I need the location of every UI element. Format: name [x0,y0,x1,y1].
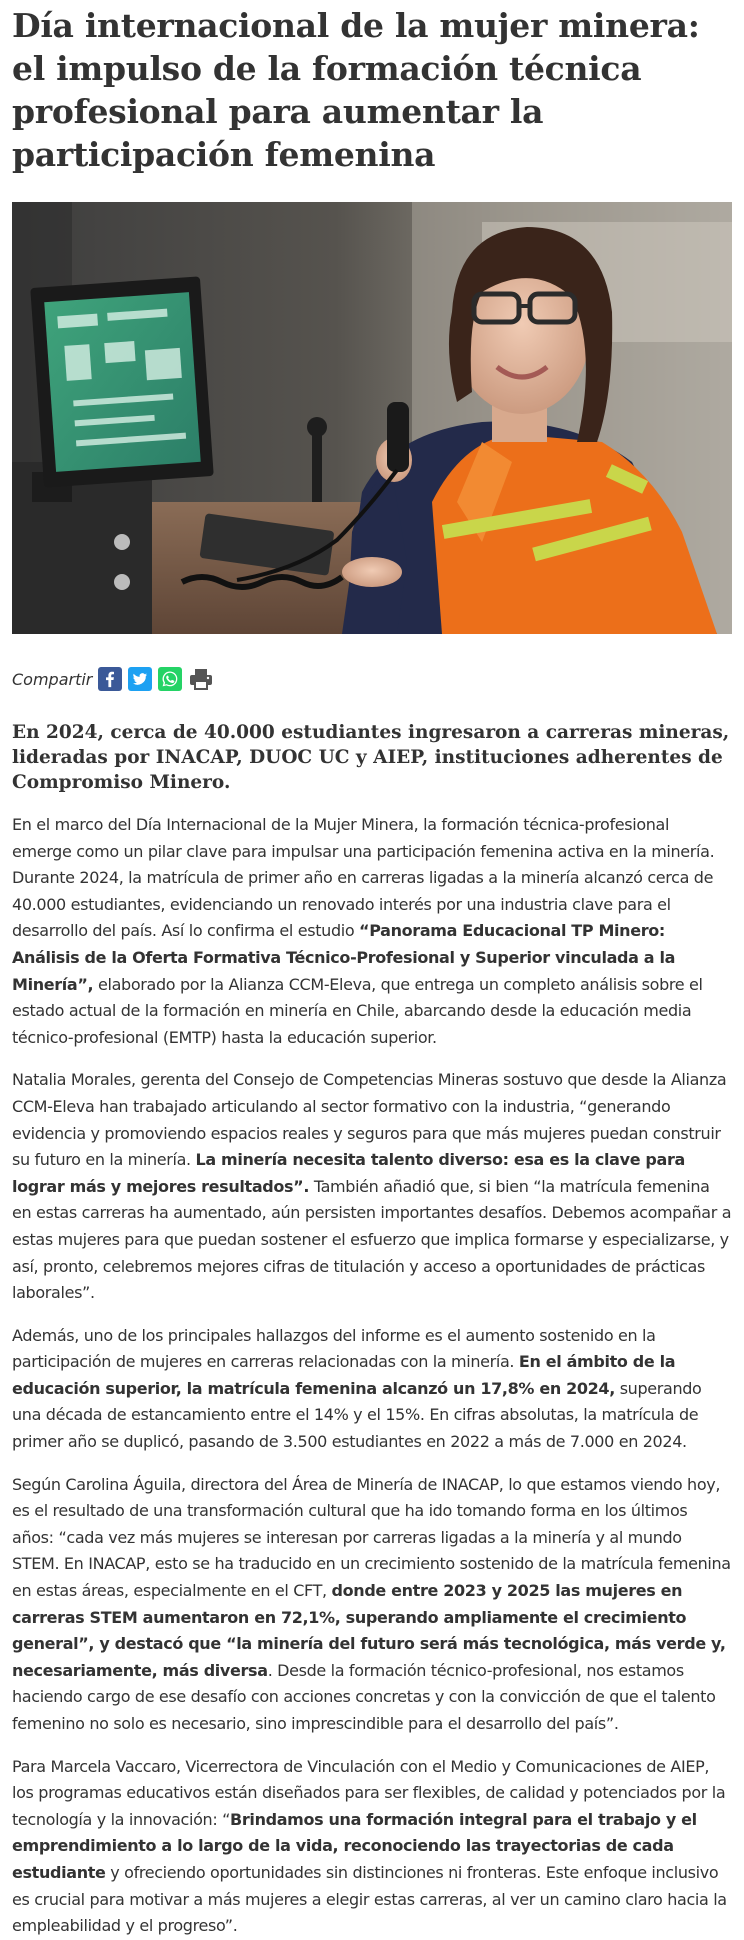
article-lead: En 2024, cerca de 40.000 estudiantes ingresaron a carreras mineras, lideradas por INACAP, DUOC UC y AIEP, instituciones adherentes de Compromiso Minero. [12,722,730,793]
paragraph-4-text-c: . Desde la formación técnico-profesional, nos estamos haciendo cargo de ese desafío con acciones concretas y con la convicción de que el talento femenino no solo es necesario, sino imprescindible para el desarrollo del país”. [12,1660,716,1733]
paragraph-2-text-c: También añadió que, si bien “la matrícula femenina en estas carreras ha aumentado, aún persisten importantes desafíos. Debemos acompañar a estas mujeres para que puedan sostener el esfuerzo que implica formarse y especializarse, y así, pronto, celebremos mejores cifras de titulación y acceso a oportunidades de prácticas laborales”. [12,1176,732,1303]
paragraph-2 [12,1067,732,1306]
paragraph-4 [12,1472,732,1738]
paragraph-3-text-a: Además, uno de los principales hallazgos del informe es el aumento sostenido en la participación de mujeres en carreras relacionadas con la minería. [12,1325,656,1372]
paragraph-4-text-a: Según Carolina Águila, directora del Área de Minería de INACAP, lo que estamos viendo hoy, es el resultado de una transformación cultural que ha ido tomando forma en los últimos años: “cada vez más mujeres se interesan por carreras ligadas a la minería y al mundo STEM. En INACAP, esto se ha traducido en un crecimiento sostenido de la matrícula femenina en estas áreas, especialmente en el CFT, [12,1474,731,1601]
paragraph-1-text-c: elaborado por la Alianza CCM-Eleva, que entrega un completo análisis sobre el estado actual de la formación en minería en Chile, abarcando desde la educación media técnico-profesional (EMTP) hasta la educación superior. [12,974,703,1047]
article-title: Día internacional de la mujer minera: el impulso de la formación técnica profesional para aumentar la participación femenina [12,6,700,174]
paragraph-5-bold: Brindamos una formación integral para el trabajo y el emprendimiento a lo largo de la vida, reconociendo las trayectorias de cada estudiante [12,1809,697,1882]
paragraph-1-bold: “Panorama Educacional TP Minero: Análisis de la Oferta Formativa Técnico-Profesional y Superior vinculada a la Minería”, [12,921,676,994]
paragraph-5 [12,1754,732,1940]
paragraph-2-bold: La minería necesita talento diverso: esa es la clave para lograr más y mejores resultados”. [12,1150,685,1196]
print-icon[interactable] [188,667,212,691]
paragraph-5-text-a: Para Marcela Vaccaro, Vicerrectora de Vinculación con el Medio y Comunicaciones de AIEP, los programas educativos están diseñados para ser flexibles, de calidad y potenciados por la tecnología y la innovación: “ [12,1756,726,1829]
twitter-icon[interactable] [128,667,152,691]
paragraph-2-text-a: Natalia Morales, gerenta del Consejo de Competencias Mineras sostuvo que desde la Alianza CCM-Eleva han trabajado articulando al sector formativo con la industria, “generando evidencia y promoviendo espacios reales y seguros para que más mujeres puedan construir su futuro en la minería. [12,1070,727,1170]
share-label: Compartir [12,669,93,689]
paragraph-3-bold: En el ámbito de la educación superior, la matrícula femenina alcanzó un 17,8% en 2024, [12,1352,676,1398]
paragraph-5-text-c: y ofreciendo oportunidades sin distinciones ni fronteras. Este enfoque inclusivo es crucial para motivar a más mujeres a elegir estas carreras, al ver un camino claro hacia la empleabilidad y el progreso”. [12,1862,727,1936]
whatsapp-icon[interactable] [158,667,182,691]
paragraph-3 [12,1323,732,1456]
article-body [12,812,732,1940]
paragraph-3-text-c: superando una década de estancamiento entre el 14% y el 15%. En cifras absolutas, la matrícula de primer año se duplicó, pasando de 3.500 estudiantes en 2022 a más de 7.000 en 2024. [12,1378,702,1452]
paragraph-1 [12,812,732,1051]
paragraph-4-bold: donde entre 2023 y 2025 las mujeres en carreras STEM aumentaron en 72,1%, superando ampliamente el crecimiento general”, y destacó que “la minería del futuro será más tecnológica, más verde y, necesariamente, más diversa [12,1581,726,1680]
facebook-icon[interactable] [98,667,122,691]
hero-image [12,202,732,634]
paragraph-1-text-a: En el marco del Día Internacional de la Mujer Minera, la formación técnica-profesional emerge como un pilar clave para impulsar una participación femenina activa en la minería. Durante 2024, la matrícula de primer año en carreras ligadas a la minería alcanzó cerca de 40.000 estudiantes, evidenciando un renovado interés por una industria clave para el desarrollo del país. Así lo confirma el estudio [12,815,715,941]
share-bar [12,664,732,694]
